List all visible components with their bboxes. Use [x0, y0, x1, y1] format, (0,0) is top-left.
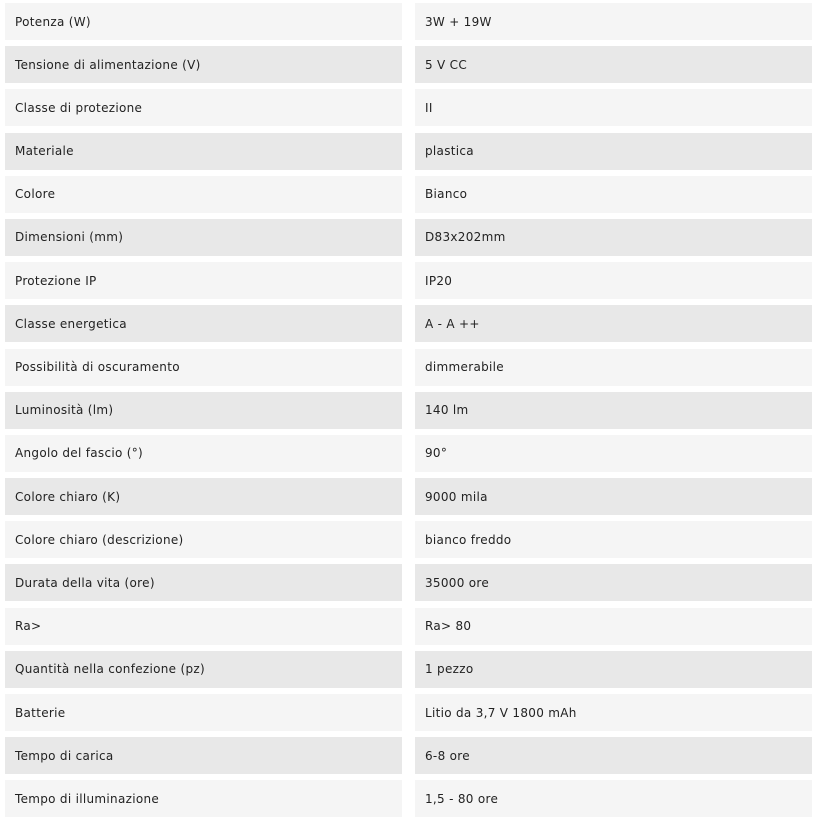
spec-value: 3W + 19W	[415, 3, 812, 40]
spec-row-package-quantity	[0, 648, 816, 691]
spec-value: Litio da 3,7 V 1800 mAh	[415, 694, 812, 731]
spec-value: 35000 ore	[415, 564, 812, 601]
spec-value: Ra> 80	[415, 608, 812, 645]
spec-label: Tensione di alimentazione (V)	[5, 46, 402, 83]
spec-row-color-temperature	[0, 475, 816, 518]
spec-value: II	[415, 89, 812, 126]
spec-label: Colore	[5, 176, 402, 213]
spec-row-ra	[0, 605, 816, 648]
spec-row-light-description	[0, 518, 816, 561]
spec-label: Colore chiaro (descrizione)	[5, 521, 402, 558]
spec-row-illumination-time	[0, 777, 816, 820]
spec-value: 6-8 ore	[415, 737, 812, 774]
spec-label: Angolo del fascio (°)	[5, 435, 402, 472]
spec-value: A - A ++	[415, 305, 812, 342]
spec-label: Durata della vita (ore)	[5, 564, 402, 601]
spec-row-lifetime	[0, 561, 816, 604]
spec-value: 1,5 - 80 ore	[415, 780, 812, 817]
spec-label: Tempo di carica	[5, 737, 402, 774]
spec-row-protection-class	[0, 86, 816, 129]
spec-label: Batterie	[5, 694, 402, 731]
spec-value: dimmerabile	[415, 349, 812, 386]
spec-label: Quantità nella confezione (pz)	[5, 651, 402, 688]
spec-row-batteries	[0, 691, 816, 734]
spec-value: 1 pezzo	[415, 651, 812, 688]
spec-value: bianco freddo	[415, 521, 812, 558]
spec-label: Colore chiaro (K)	[5, 478, 402, 515]
spec-label: Ra>	[5, 608, 402, 645]
spec-label: Possibilità di oscuramento	[5, 349, 402, 386]
spec-label: Protezione IP	[5, 262, 402, 299]
spec-label: Classe di protezione	[5, 89, 402, 126]
spec-label: Materiale	[5, 133, 402, 170]
spec-value: 5 V CC	[415, 46, 812, 83]
spec-label: Luminosità (lm)	[5, 392, 402, 429]
spec-label: Potenza (W)	[5, 3, 402, 40]
spec-value: IP20	[415, 262, 812, 299]
spec-row-energy-class	[0, 302, 816, 345]
spec-value: Bianco	[415, 176, 812, 213]
spec-row-dimming	[0, 346, 816, 389]
spec-row-voltage	[0, 43, 816, 86]
spec-row-ip-protection	[0, 259, 816, 302]
spec-label: Classe energetica	[5, 305, 402, 342]
spec-row-beam-angle	[0, 432, 816, 475]
spec-value: plastica	[415, 133, 812, 170]
spec-value: 9000 mila	[415, 478, 812, 515]
spec-value: D83x202mm	[415, 219, 812, 256]
spec-row-power	[0, 0, 816, 43]
spec-value: 90°	[415, 435, 812, 472]
spec-row-luminosity	[0, 389, 816, 432]
spec-row-charging-time	[0, 734, 816, 777]
spec-row-dimensions	[0, 216, 816, 259]
spec-row-material	[0, 130, 816, 173]
spec-label: Tempo di illuminazione	[5, 780, 402, 817]
spec-value: 140 lm	[415, 392, 812, 429]
spec-label: Dimensioni (mm)	[5, 219, 402, 256]
spec-row-color	[0, 173, 816, 216]
